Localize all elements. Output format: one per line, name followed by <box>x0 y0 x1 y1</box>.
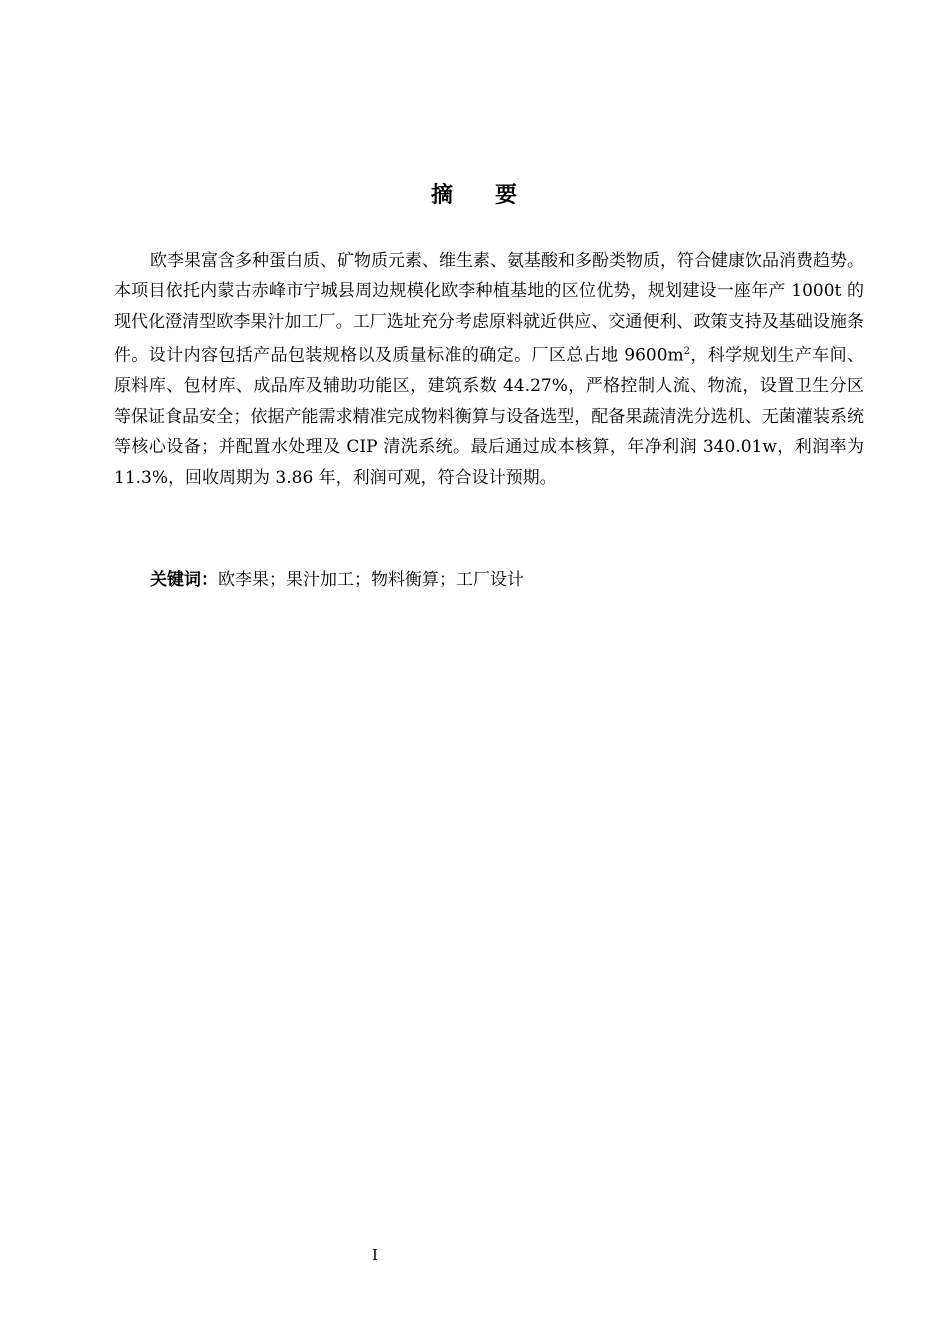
abstract-title <box>0 178 950 209</box>
area-unit-superscript: 2 <box>683 346 691 358</box>
page-number: I <box>372 1246 378 1264</box>
title-char-2: 要 <box>495 183 520 208</box>
keywords-label: 关键词： <box>150 570 218 590</box>
title-char-1: 摘 <box>430 183 455 208</box>
abstract-text-part-1: 欧李果富含多种蛋白质、矿物质元素、维生素、氨基酸和多酚类物质，符合健康饮品消费趋势。本项目依托内蒙古赤峰市宁城县周边规模化欧李种植基地的区位优势，规划建设一座年产 1000t 的现代化澄清型欧李果汁加工厂。工厂选址充分考虑原料就近供应、交通便利、政策支持及基础设施条件。设计内容包括产品包装规格以及质量标准的确定。厂区总占地 9600m <box>114 251 864 366</box>
abstract-text-part-2: ，科学规划生产车间、原料库、包材库、成品库及辅助功能区，建筑系数 44.27%，严格控制人流、物流，设置卫生分区等保证食品安全；依据产能需求精准完成物料衡算与设备选型，配备果蔬清洗分选机、无菌灌装系统等核心设备；并配置水处理及 CIP 清洗系统。最后通过成本核算，年净利润 340.01w，利润率为 11.3%，回收周期为 3.86 年，利润可观，符合设计预期。 <box>114 345 865 488</box>
keywords-line <box>150 566 850 594</box>
abstract-paragraph <box>114 246 864 493</box>
keywords-text: 欧李果；果汁加工；物料衡算；工厂设计 <box>218 570 524 590</box>
